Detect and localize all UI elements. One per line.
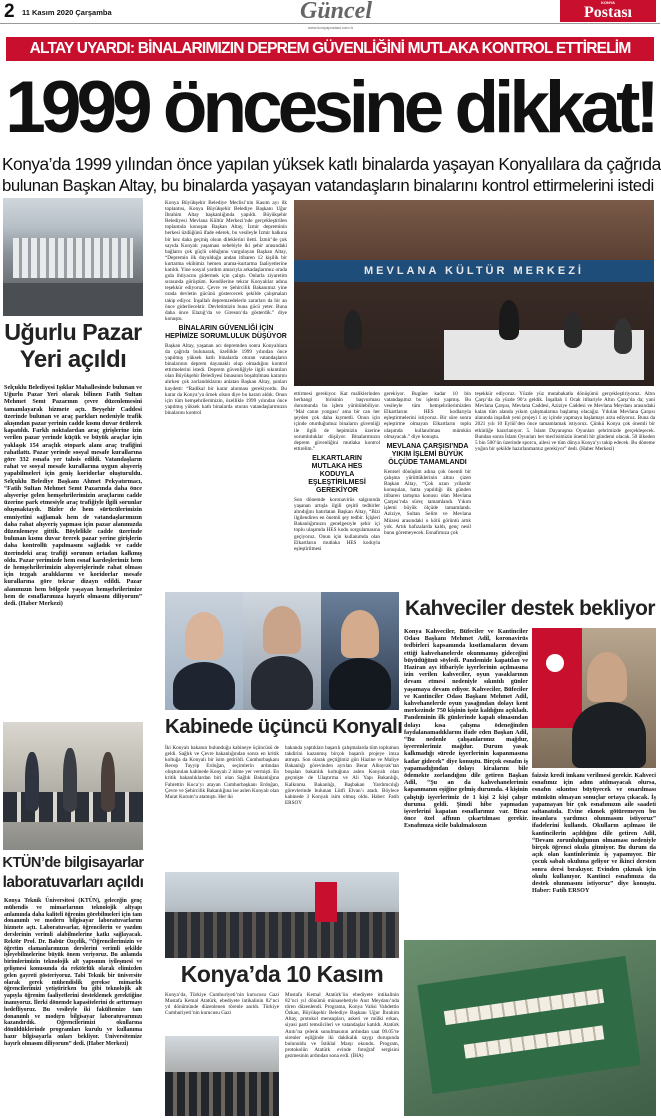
page-number: 2: [4, 1, 15, 22]
main-col1: [165, 200, 287, 584]
kahveci-col1: [404, 628, 528, 938]
left2-body-text: Konya Teknik Üniversitesi (KTÜN), geleceğin genç mühendis ve mimarlarının teknolojik altyapı anlamında daha kaliteli öğrenim görebilmeleri için tam donanımlı ve modern bilgisayar laboratuvarlarını hizmete açtı. Laboratuvarlar, öğrencilerin ve yazılım derslerinin verimli alabilmelerine katkı sağlayacak. Rektör Prof. Dr. Babür Özçelik, “Öğrencilerimizin ve öğretim elamanlarımızın derslerini verimli şekilde işleyebilmelerine büyük önem veriyoruz. Bu anlamda birimlerimizin teknolojik alt yapısının iyileşmesi ve gelişmesi konusunda da rektörlük olarak elimizden gelen gayreti gösteriyoruz. Tabi Teknik bir üniversite olarak gerek mühendislik gerekse mimarlık öğrencilerimizi yetiştirirken bu gibi teknolojik alt yapıyla öğrenim faaliyetlerini desteklemek gerektiğine inanıyoruz. İlerki dönemde kapasitelerini de arttırmayı hedefliyoruz. Bu vesileyle iki fakültemize tam donanımlı ve modern bilgisayar laboratuvarımızı kazandırdık. Öğrencilerimizi okullarına dönüldüklerinde programları kurulu ve kullanıma hazır bilgisayarla onları bekliyor. Üniversitemize hayırlı olmasını diliyorum” dedi. (Haber Merkezi): [4, 898, 142, 1047]
mehmet-adil-photo: [532, 628, 656, 768]
subhead-security: BİNALARIN GÜVENLİĞİ İÇİN HEPİMİZE SORUMLULUK DÜŞÜYOR: [165, 324, 287, 340]
kahveci-col1-text: Konya Kahveciler, Büfeciler ve Kantinciler Odası Başkanı Mehmet Adil, koronavirüs tedbirleri kapsamında kısıtlamaların devam ettiği kahvehanelerde okunmamış gideceğini büyüdüğünü söyledi. Pandemide kapatılan ve Haziran ayı itibariyle işyerlerinin açılmasına izin verilen kahveciler, oyun yasaklarının devam etmesi nedeniyle sıkıntılı günler yaşamaya devam ediyor. Kahveciler, Büfeciler ve Kantinciler Odası Başkanı Mehmet Adil, kahvehanelerde oyun yasağından dolayı kent merkezinde 750 kişinin işsiz kaldığını açıkladı. Pandeminin ilk günlerinde kapalı olmasından dolayı kısa çalışma ödeneğinden faydalanamadıklarını ifade eden Başkan Adil, “Bu nedenle çalışanlarımız mağdur, işverenlerimiz mağdur. Durum yasak kalkmadığı sürede işyerlerinin kapanmasına kadar gidecek” diye konuştu. Birçok esnafın iş yapamadığından dolayı kiralarını bile ödemekte zorlandığını dile getiren Başkan Adil, “Şu an da kahvehanelerimiz kapanmanın eşiğine gelmiş durumda. 4 kişinin çalıştığı işyerlerimiz de 1 kişi 2 kişi çalışır duruma geldi. Şimdi hibe yapmadan işverlerini kapatan esnaflarımız var. Biraz önce özel affının çıkartılması gerekir. Esnafımıza sicile bakılmaksızın: [404, 628, 528, 830]
logo-top-text: KONYA: [600, 0, 616, 5]
main-col3b-text: Kentsel dönüşüm adına çok önemli bir çalışma yürüttüklerinin altını çizen Başkan Altay, “Çok uzun yıllardır konuşulan, hatta yapıldığı ilk günden itibaren tartışma konusu olan Mevlana Çarşısı’nda süreç tamamlandı. Yıkım işlemi büyük ölçüde tamamlandı. Aziziye, Sultan Selim ve Mevlana Müzesi arasındaki o kötü görüntü artık yok. Artık hafızalarda kaldı, genç nesil bunu göremeyecek. Esnafımıza çok: [384, 468, 471, 536]
market-photo: [3, 198, 143, 316]
kabine-col1: [165, 745, 279, 865]
web-address: www.konyapostasi.com.tr: [308, 25, 354, 30]
main-col1-text: Konya Büyükşehir Belediye Meclisi’nin Kasım ayı ilk toplantısı, Konya Büyükşehir Belediye Başkanı Uğur İbrahim Altay başkanlığında yapıldı. Büyükşehir Belediyesi Mevlana Kültür Merkezi’nde gerçekleştirilen toplantıda konuşan Başkan Altay, İzmir depreminin herkesi üzdüğünü ifade ederek, bu vesileyle İzmir halkına bir kez daha geçmiş olsun dileklerini iletti. İzmir’de çok sayıda Konyalı yaşaması sebebiyle iki şehir arasındaki bağların çok güçlü olduğunu vurgulayan Başkan Altay, “Depremin ilk duyulduğu andan itibaren 12 kişilik bir kurtarma ekibimiz hemen arama-kurtarma faaliyetlerine katıldı. Yine sosyal yardım amacıyla arkadaşlarımız orada gıda ihtiyacını gidermek için çalıştı. Onlarla ziyaretim sırasında görüştüm. Kendilerine tekrar Konyalılar adına teşekkür ediyoruz. Çevre ve Şehircilik Bakanımız yine orada devletin gücünü göstercecek şekilde çalışmaları takip ediyor. İnşallah depremzedelerin zararları da bir an önce giderilecektir. Devletimizin buna gücü yeter. Buna daha önce Elazığ’da ve Giresun’da gösterdik.” diye konuştu.: [165, 200, 287, 322]
kicker-bar: [6, 37, 654, 61]
photo-banner: MEVLANA KÜLTÜR MERKEZİ: [294, 260, 654, 282]
deck-line-2: bulunan Başkan Altay, bu binalarda yaşayan vatandaşların binalarını kontrol ettirmelerini istedi: [2, 176, 654, 195]
main-col3-text: gerekiyor. Bugüne kadar 10 bin vatandaşımız bu işlemi yapmış. Bu vesileyle tüm hemşehrilerimizden Elkartlarını HES kodlarıyla eşleştirmelerini istiyoruz. Bir süre sonra eşleştirme olmayan Elkartların toplu ulaşımda kullanılması mümkün olmayacak.” diye konuştu.: [384, 391, 471, 440]
left2-title-line1: KTÜN’de bilgisayarlar: [2, 855, 144, 871]
page-date: 11 Kasım 2020 Çarşamba: [22, 8, 112, 17]
kabine-col2-text: bakanda yaptıkları başarılı çalışmalarda tüm toplumun takdirini kazanmış birçok başarılı projeye imza atmıştı. Son olarak geçtiğimiz gün Hazine ve Maliye Bakanlığı görevinden ayrılan Berat Albayrak’tan boşalan bakanlık koltuğuna aslen Konyalı olan geçmişte de Ulaştırma ve Ali Yapı Bakanlığı, Kalkınma Bakanlığı, Başbakan Yardımcılığı görevlerinde bulunan Lütfi Elvan’ı atadı. Böylece kabinede 3 Konyalı isim olmuş oldu. Haber: Fatih ERSOY: [285, 745, 399, 806]
council-photo: [294, 200, 654, 386]
kicker-text: ALTAY UYARDI: BİNALARIMIZIN DEPREM GÜVENLİĞİNİ MUTLAKA KONTROL ETTİRELİM: [29, 40, 631, 57]
section-title: Güncel: [300, 0, 372, 24]
kabine-title: Kabinede üçüncü Konyalı: [165, 716, 403, 738]
kasim-col1-text: Konya’da, Türkiye Cumhuriyeti’nin kurucusu Gazi Mustafa Kemal Atatürk, ebediyete intikalinin 82’nci yıl dönümünde düzenlenen törenle anıldı. Türkiye Cumhuriyeti’nin kurucusu Gazi: [165, 992, 279, 1017]
main-col1b-text: Başkan Altay, yaşanan acı depremden sonra Konyalılara da çağrıda bulunarak, özellikle 1999 yılından önce yapılmış yüksek katlı binalarda oturan vatandaşların binalarının deprem dayanaklı olup olmadığını kontrol ettirmelerini istedi. Deprem güvenliğiyle ilgili sıkıntıları olan Büyükşehir Belediyesi binasının boşaltılması kararını alırken çok zorlandıklarını anlatan Başkan Altay, şunları kaydetti: “Radikal bir karar alınması gerekiyordu. Bu karar da Konya’ya örnek olsun diye bu kararı aldık. Onun için tüm hemşehrilerimizin, özellikle 1999 yılından önce yapılmış yüksek katlı binalarda oturan vatandaşlarımızın binalarını kontrol: [165, 342, 287, 416]
left1-body: [4, 384, 142, 710]
left1-title-line1: Uğurlu Pazar: [4, 319, 142, 345]
lab-photo: [3, 722, 143, 850]
deck-line-1: Konya’da 1999 yılından önce yapılan yüksek katlı binalarda yaşayan Konyalılara da çağrıda: [2, 154, 661, 174]
kasim-col1: [165, 992, 279, 1034]
main-col2: [294, 391, 380, 585]
kabine-col1-text: İki Konyalı bakanın bulunduğu kabineye üçüncüsü de geldi. Sağlık ve Çevre bakanlığından sonra en kritik koltuğa da Konyalı bir isim getirildi. Cumhurbaşkanı Recep Tayyip Erdoğan, seçimlerin ardından oluşturulan kabinede Konyalı 2 isime yer vermişti. En kritik bakanlıklardan biri olan Sağlık Bakanlığına Fahrettin Koca’yı atayan Cumhurbaşkanı Erdoğan, Çevre ve Şehircilik Bakanlığına ise aslen Konyalı olan Murat Kurum’u atamıştı. Her iki: [165, 745, 279, 800]
main-deck: [2, 154, 660, 196]
main-headline: 1999 öncesine dikkat!: [5, 67, 655, 148]
left2-title-line2: laboratuvarları açıldı: [2, 874, 144, 891]
ceremony-photo: [165, 872, 399, 958]
main-col4: [475, 391, 655, 585]
page-header: [0, 0, 660, 30]
main-col2-text: ettirmesi gerekiyor. Kat maliklerinden herhangi birisinin başvurması durumunda bu işlem yürütülebiliyor. ‘Mal canın yongası’ ama bir can her şeyden çok daha kıymetli. Onun için içinde oturduğumuz binaların güvenliği ile ilgili de hepimizin üzerine sorumluluklar düşüyor. Binalarımızın deprem güvenliğini mutlaka kontrol ettirelim.”: [294, 391, 380, 452]
kasim-col2: [285, 992, 399, 1116]
main-col2b-text: Son dönemde koronavirüs salgınında yaşanan artışla ilgili çeşitli tedbirler alındığını hatırlatan Başkan Altay, “Bizi ilgilendiren en önemli şey tedbir. İçişleri Bakanlığımızın genelgesiyle şehir içi toplu ulaşımda HES kodu sorgulamasına geçiyoruz. Onun için kullanımda olan Elkartların mutlaka HES koduyla eşleştirilmesi: [294, 496, 380, 552]
okey-game-photo: [404, 940, 656, 1116]
kahveci-col2-text: faizsiz kredi imkanı verilmesi gerekir. Kahveci esnafımız için adım atılmayacak olursa, esnafın sıkıntısı büyüyecek ve onarılması mümkün olmayan sonuçlar ortaya çıkacak. İş yapamayan bir çok esnafımızın aile saadeti saltanatıda. Evine ekmek götüremeyen bu insanlara yardımcı olunmasını istiyoruz” ifadelerini kullandı. Okulların açılması ile kantincilerin açıldığını dile getiren Adil, “Devam zorunluluğunun olmaması nedeniyle birçok öğrenci okula gitmiyor. Bu durum da açık olan kantinlerimiz iş yapamıyor. Bir çocuk sabah okuluna geliyor ve ikinci dersten sonra dersi bırakıyor. Evinden çıkmak için okulu kullanıyor. Kantinci esnafımıza da destek olunmasını istiyoruz” diye konuştu. Haber: Fatih ERSOY: [532, 772, 656, 895]
wreath-photo: [165, 1036, 279, 1116]
logo-text: Postası: [584, 4, 632, 21]
subhead-mevlana: MEVLANA ÇARŞISI’NDA YIKIM İŞLEMİ BÜYÜK ÖLÇÜDE TAMAMLANDI: [386, 442, 469, 466]
left1-title-line2: Yeri açıldı: [19, 346, 127, 373]
ministers-photo: [165, 592, 399, 710]
kabine-col2: [285, 745, 399, 865]
kahveci-title: Kahveciler destek bekliyor: [405, 597, 655, 620]
kasim-title: Konya’da 10 Kasım: [180, 961, 384, 987]
left1-body-text: Selçuklu Belediyesi Işıklar Mahallesinde bulunan ve Uğurlu Pazar Yeri olarak bilinen Fatih Sultan Mehmet Semt Pazarının çevre düzenlemesini tamamlayarak hizmete açtı. Beyşehir Caddesi üzerinde bulunan ve araç parkları nedeniyle trafik akışından pazar yerinin cadde kısmı duvar örülerek kapatıldı. Farklı noktalardan araç girişlerine izin verilen pazar yerinde küçük ve büyük araçlar için yaklaşık 154 araçlık otopark alanı araç trafiğini rahatlattı. Pazar yerinde sosyal mesafe kurallarına göre 332 esnafa yer tahsis edildi. Vatandaşların rahat ve sosyal mesafe kurallarına uygun alışveriş yapabilmeleri için geniş koridorlar oluşturuldu. Selçuklu Belediye Başkanı Ahmet Pekyatırmacı, “Fatih Sultan Mehmet Semt Pazarında daha önce alışverişe gelen hemşehrilerimizin araçlarını cadde üzerine park etmesiyle araç trafiğiyle ilgili sorunlar oluşmaktaydı. Bizler de hem sürücülerimizin emniyetini sağlamak hem de vatandaşlarımızın daha rahat alışveriş yapması için pazar alanımızda düzenlemeye gittik. Böylelikle cadde üzerinde bulunan kısmı duvar örerek pazar yerine girişlerin daha kontrollü yapılmasını sağladık ve cadde üzerindeki araç trafiği sorunun ortadan kalkmış oldu. Pazar yerimizde hem esnaf kardeşlerimiz hem de hemşehrilerimizin alışverişlerinde rahat olması için tezgah aralıklarını ve koridorlar mesafe kurallarına göre tekrar dizayn edildi. Pazar alanımızın hem bölgede yaşayan hemşehrilerimize hem de esnaflarımıza hayırlı olmasını diliyorum” dedi. (Haber Merkezi): [4, 384, 142, 608]
left2-title: [2, 854, 144, 894]
left2-body: [4, 898, 142, 1116]
kasim-col2-text: Mustafa Kemal Atatürk’ün ebediyete intikalinin 82’nci yıl dönümü münasebetiyle Anıt Meydanı’nda tören düzenlendi. Programa, Konya Valisi Vahdettin Özkan, Büyükşehir Belediye Başkanı Uğur İbrahim Altay, protokol mensupları, askeri ve mülki erkan, siyasi parti temsilcileri ve vatandaşlar katıldı. Atatürk Anıtı’na çelenk sunulmasının ardından saat 09.05’te sirenler eşliğinde iki dakikalık saygı duruşunda bulunuldu ve İstiklal Marşı okundu. Program, protokolün Atatürk evinde fotoğraf sergisini gezmesinin ardından sona erdi. (İHA): [285, 992, 399, 1059]
newspaper-logo: [560, 0, 656, 22]
left1-title: [3, 318, 143, 378]
main-col3: [384, 391, 471, 585]
main-col4-text: teşekkür ediyoruz. Yüzde yüz mutabakatla dönüşümü gerçekleştiriyoruz. Altın Çarşı’da da yüzde 90’a geldik. İnşallah 1 Ocak itibariyle Altın Çarşı’da da; yani Mevlana Çarşısı, Mevlana Caddesi, Aziziye Caddesi ve Mevlana Meydanı arasındaki kalan tüm alanda yıkım çalışmalarına başlamış olacağız. Yıkılan Mevlana Çarşısı alanında inşallah yeni projeyi 1 ay içinde yapmaya başlamayı arzu ediyoruz. Buna da 2021 yılı 10 Eylül’den önce tamamlamak istiyoruz. Çünkü Konya çok önemli bir etkinliğe hazırlanıyor. 5. İslam Dayanışma Oyunları şehrimizde gerçekleşecek. Bundan sonra İslam Oyunları her meclisimizin önemli bir gündemi olacak. 50 ülkeden 5 bin 500’ün üzerinde sporcu, ailesi ve tüm dünya Konya’yı takip edecek. Bu döneme yoğun bir şekilde hazırlanmamız gerekiyor” dedi. (Haber Merkezi): [475, 391, 655, 452]
subhead-hes: ELKARTLARIN MUTLAKA HES KODUYLA EŞLEŞTİRİLMESİ GEREKİYOR: [308, 454, 366, 494]
kahveci-col2: [532, 772, 656, 938]
